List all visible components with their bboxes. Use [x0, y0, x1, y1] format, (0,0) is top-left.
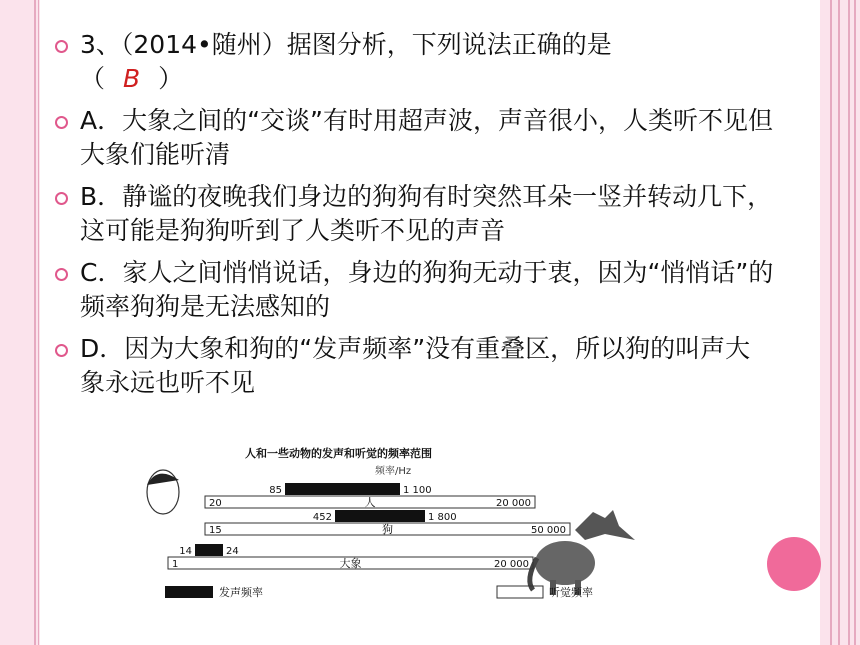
series-name-label: 狗 — [382, 523, 393, 536]
frequency-chart — [135, 430, 635, 620]
series-name-label: 大象 — [339, 557, 362, 570]
right-border-line — [838, 0, 840, 645]
answer-line — [55, 62, 775, 96]
legend-hearing-label: 听觉频率 — [549, 586, 593, 599]
option-text: B．静谧的夜晚我们身边的狗狗有时突然耳朵一竖并转动几下，这可能是狗狗听到了人类听不见的声音 — [80, 182, 773, 245]
series-name-label: 人 — [364, 496, 376, 509]
vocal-bar — [195, 544, 223, 556]
right-border-line — [830, 0, 832, 645]
hearing-min-label: 20 — [209, 498, 222, 509]
vocal-max-label: 1 100 — [403, 485, 432, 496]
option-text: D．因为大象和狗的“发声频率”没有重叠区，所以狗的叫声大象永远也听不见 — [80, 334, 751, 397]
vocal-min-label: 452 — [312, 512, 332, 523]
paren-open: （ — [80, 64, 106, 93]
option-a — [55, 104, 775, 172]
vocal-bar — [285, 483, 400, 495]
paren-close: ） — [158, 64, 184, 93]
vocal-bar — [335, 510, 425, 522]
hearing-min-label: 15 — [209, 525, 222, 536]
legend-vocal-label: 发声频率 — [219, 586, 263, 599]
chart-svg — [135, 430, 635, 620]
question-stem — [55, 28, 775, 96]
hearing-max-label: 20 000 — [496, 498, 531, 509]
chart-unit-label: 频率/Hz — [375, 466, 412, 477]
right-border-line — [854, 0, 856, 645]
bullet-icon — [55, 268, 68, 281]
dog-icon — [575, 510, 635, 540]
legend-vocal-swatch — [165, 586, 213, 598]
right-border-line — [848, 0, 850, 645]
chart-title: 人和一些动物的发声和听觉的频率范围 — [245, 447, 432, 460]
human-face-icon — [147, 470, 179, 514]
slide-content — [55, 28, 775, 408]
bullet-icon — [55, 116, 68, 129]
hearing-max-label: 50 000 — [531, 525, 566, 536]
legend-hearing-swatch — [497, 586, 543, 598]
question-text: 3、（2014•随州）据图分析，下列说法正确的是 — [80, 30, 612, 59]
bullet-icon — [55, 344, 68, 357]
option-text: A．大象之间的“交谈”有时用超声波，声音很小，人类听不见但大象们能听清 — [80, 106, 774, 169]
hearing-max-label: 20 000 — [494, 559, 529, 570]
option-text: C．家人之间悄悄说话，身边的狗狗无动于衷，因为“悄悄话”的频率狗狗是无法感知的 — [80, 258, 774, 321]
option-c — [55, 256, 775, 324]
decorative-circle — [767, 537, 821, 591]
bullet-icon — [55, 40, 68, 53]
vocal-min-label: 14 — [179, 546, 192, 557]
vocal-min-label: 85 — [269, 485, 282, 496]
hearing-min-label: 1 — [172, 559, 179, 570]
option-d — [55, 332, 775, 400]
answer-value: B — [122, 64, 141, 93]
vocal-max-label: 24 — [226, 546, 239, 557]
option-b — [55, 180, 775, 248]
left-border-line — [38, 0, 39, 645]
bullet-icon — [55, 192, 68, 205]
left-border-line — [34, 0, 36, 645]
vocal-max-label: 1 800 — [428, 512, 457, 523]
